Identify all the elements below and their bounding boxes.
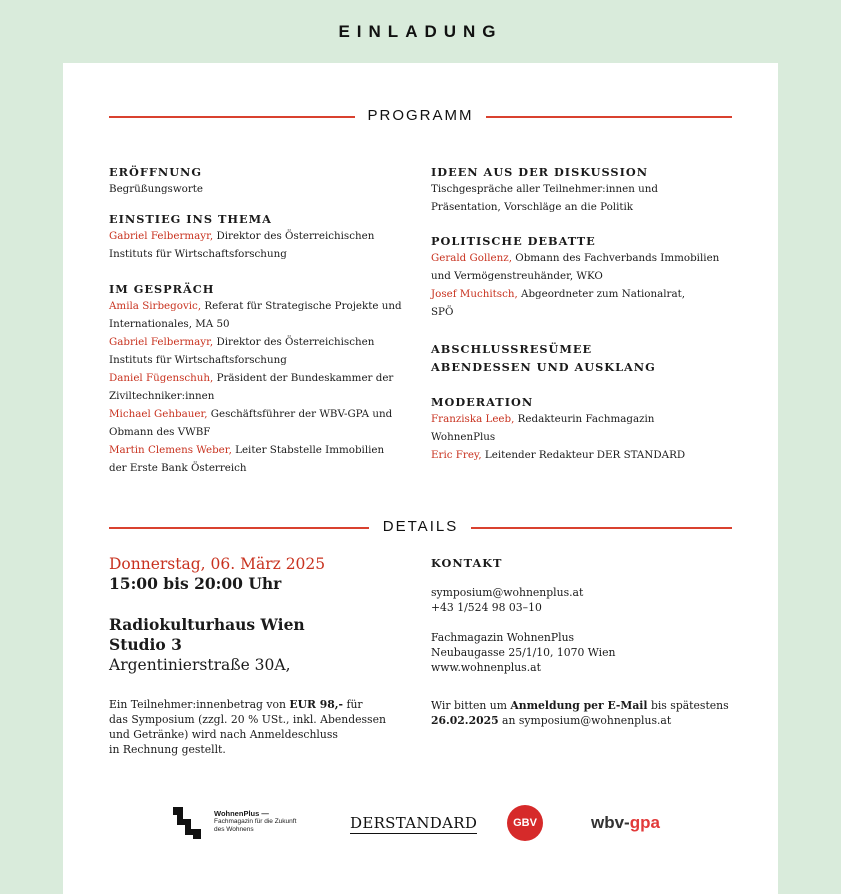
event-date: Donnerstag, 06. März 2025 — [109, 555, 326, 573]
registration-text: bis spätestens — [647, 699, 729, 712]
fee-text: Ein Teilnehmer:innenbetrag von — [109, 698, 290, 711]
speaker-name: Michael Gehbauer, — [109, 408, 208, 420]
speaker-name: Gerald Gollenz, — [431, 252, 512, 264]
gbv-logo — [507, 805, 543, 841]
wohnenplus-mark-icon — [171, 805, 205, 841]
section-intro — [109, 211, 409, 263]
speaker-line — [431, 249, 731, 267]
venue-name: Radiokulturhaus Wien — [109, 615, 305, 634]
speaker-line — [109, 333, 409, 351]
speaker-line — [109, 441, 409, 459]
program-divider — [109, 107, 732, 127]
fee-amount: EUR 98,- — [289, 698, 344, 711]
speaker-line: Internationales, MA 50 — [109, 318, 230, 330]
fee-line — [109, 697, 419, 712]
derstandard-logo — [350, 814, 477, 834]
speaker-name: Josef Muchitsch, — [431, 288, 518, 300]
section-heading: POLITISCHE DEBATTE — [431, 234, 596, 248]
speaker-name: Gabriel Felbermayr, — [109, 336, 214, 348]
speaker-role: Redakteurin Fachmagazin — [514, 413, 655, 425]
speaker-role: Direktor des Österreichischen — [213, 336, 375, 348]
speaker-line — [109, 297, 409, 315]
registration-deadline: 26.02.2025 — [431, 714, 499, 727]
wohnenplus-title: WohnenPlus — — [214, 809, 269, 818]
speaker-role: Präsident der Bundeskammer der — [213, 372, 394, 384]
speaker-line — [431, 285, 731, 303]
section-heading: MODERATION — [431, 395, 534, 409]
contact-address: Neubaugasse 25/1/10, 1070 Wien — [431, 646, 616, 659]
event-time: 15:00 bis 20:00 Uhr — [109, 574, 282, 593]
wohnenplus-text — [214, 809, 296, 834]
venue-address: Argentinierstraße 30A, — [109, 656, 291, 674]
speaker-role: Referat für Strategische Projekte und — [201, 300, 402, 312]
speaker-role: Leitender Redakteur DER STANDARD — [481, 449, 686, 461]
fee-line: das Symposium (zzgl. 20 % USt., inkl. Abendessen — [109, 713, 386, 726]
speaker-name: Eric Frey, — [431, 449, 482, 461]
section-heading: ABENDESSEN UND AUSKLANG — [431, 360, 656, 374]
gpa-text: gpa — [629, 813, 660, 832]
details-left — [109, 554, 419, 757]
details-right — [431, 555, 741, 728]
contact-title: KONTAKT — [431, 556, 503, 570]
section-heading: ERÖFFNUNG — [109, 165, 203, 179]
section-heading: ABSCHLUSSRESÜMEE — [431, 342, 593, 356]
wohnenplus-logo — [171, 805, 205, 845]
section-heading: IDEEN AUS DER DISKUSSION — [431, 165, 649, 179]
speaker-line — [109, 369, 409, 387]
speaker-name: Amila Sirbegovic, — [109, 300, 202, 312]
speaker-name: Martin Clemens Weber, — [109, 444, 232, 456]
registration-text: Wir bitten um — [431, 699, 511, 712]
contact-phone[interactable]: +43 1/524 98 03–10 — [431, 601, 542, 614]
speaker-line: Instituts für Wirtschaftsforschung — [109, 248, 287, 260]
speaker-name: Franziska Leeb, — [431, 413, 515, 425]
section-debate — [431, 233, 731, 321]
speaker-role: Leiter Stabstelle Immobilien — [231, 444, 385, 456]
speaker-role: Direktor des Österreichischen — [213, 230, 375, 242]
section-heading: EINSTIEG INS THEMA — [109, 212, 272, 226]
contact-org: Fachmagazin WohnenPlus — [431, 631, 575, 644]
registration-text: an symposium@wohnenplus.at — [498, 714, 672, 727]
speaker-name: Daniel Fügenschuh, — [109, 372, 214, 384]
section-moderation — [431, 394, 731, 464]
speaker-line: der Erste Bank Österreich — [109, 462, 247, 474]
section-text: Präsentation, Vorschläge an die Politik — [431, 201, 634, 213]
details-title: DETAILS — [382, 518, 459, 535]
fee-line: und Getränke) wird nach Anmeldeschluss — [109, 728, 338, 741]
program-left-column — [109, 164, 409, 477]
section-closing — [431, 340, 731, 376]
venue-room: Studio 3 — [109, 635, 182, 654]
speaker-line — [431, 410, 731, 428]
speaker-line: WohnenPlus — [431, 431, 496, 443]
section-discussion — [431, 164, 731, 216]
wohnenplus-subtitle: des Wohnens — [214, 826, 254, 833]
invitation-title: EINLADUNG — [338, 22, 503, 41]
section-opening — [109, 164, 409, 198]
program-right-column — [431, 164, 731, 464]
wohnenplus-subtitle: Fachmagazin für die Zukunft — [214, 818, 297, 825]
section-conversation — [109, 281, 409, 477]
speaker-line — [431, 446, 731, 464]
registration-method: Anmeldung per E-Mail — [510, 699, 648, 712]
registration-line — [431, 713, 741, 728]
section-heading: IM GESPRÄCH — [109, 282, 215, 296]
speaker-line: Instituts für Wirtschaftsforschung — [109, 354, 287, 366]
derstandard-wordmark: DERSTANDARD — [350, 814, 478, 832]
speaker-line — [109, 405, 409, 423]
speaker-line: und Vermögenstreuhänder, WKO — [431, 270, 603, 282]
fee-line: in Rechnung gestellt. — [109, 743, 226, 756]
fee-text: für — [343, 698, 363, 711]
speaker-role: Obmann des Fachverbands Immobilien — [511, 252, 720, 264]
section-text: Tischgespräche aller Teilnehmer:innen und — [431, 183, 659, 195]
wbv-gpa-logo — [591, 813, 660, 833]
registration-line — [431, 698, 741, 713]
speaker-line: Obmann des VWBF — [109, 426, 211, 438]
speaker-role: Geschäftsführer der WBV-GPA und — [207, 408, 393, 420]
contact-email[interactable]: symposium@wohnenplus.at — [431, 586, 584, 599]
partner-logos — [63, 801, 778, 851]
speaker-name: Gabriel Felbermayr, — [109, 230, 214, 242]
section-text: Begrüßungsworte — [109, 183, 203, 195]
program-title: PROGRAMM — [367, 107, 474, 124]
speaker-line — [109, 227, 409, 245]
wbv-text: wbv- — [591, 813, 630, 832]
contact-website[interactable]: www.wohnenplus.at — [431, 661, 541, 674]
speaker-line: SPÖ — [431, 306, 454, 318]
gbv-mark: GBV — [507, 805, 543, 841]
invitation-card — [63, 63, 778, 894]
speaker-line: Ziviltechniker:innen — [109, 390, 215, 402]
details-divider — [109, 518, 732, 538]
speaker-role: Abgeordneter zum Nationalrat, — [517, 288, 686, 300]
